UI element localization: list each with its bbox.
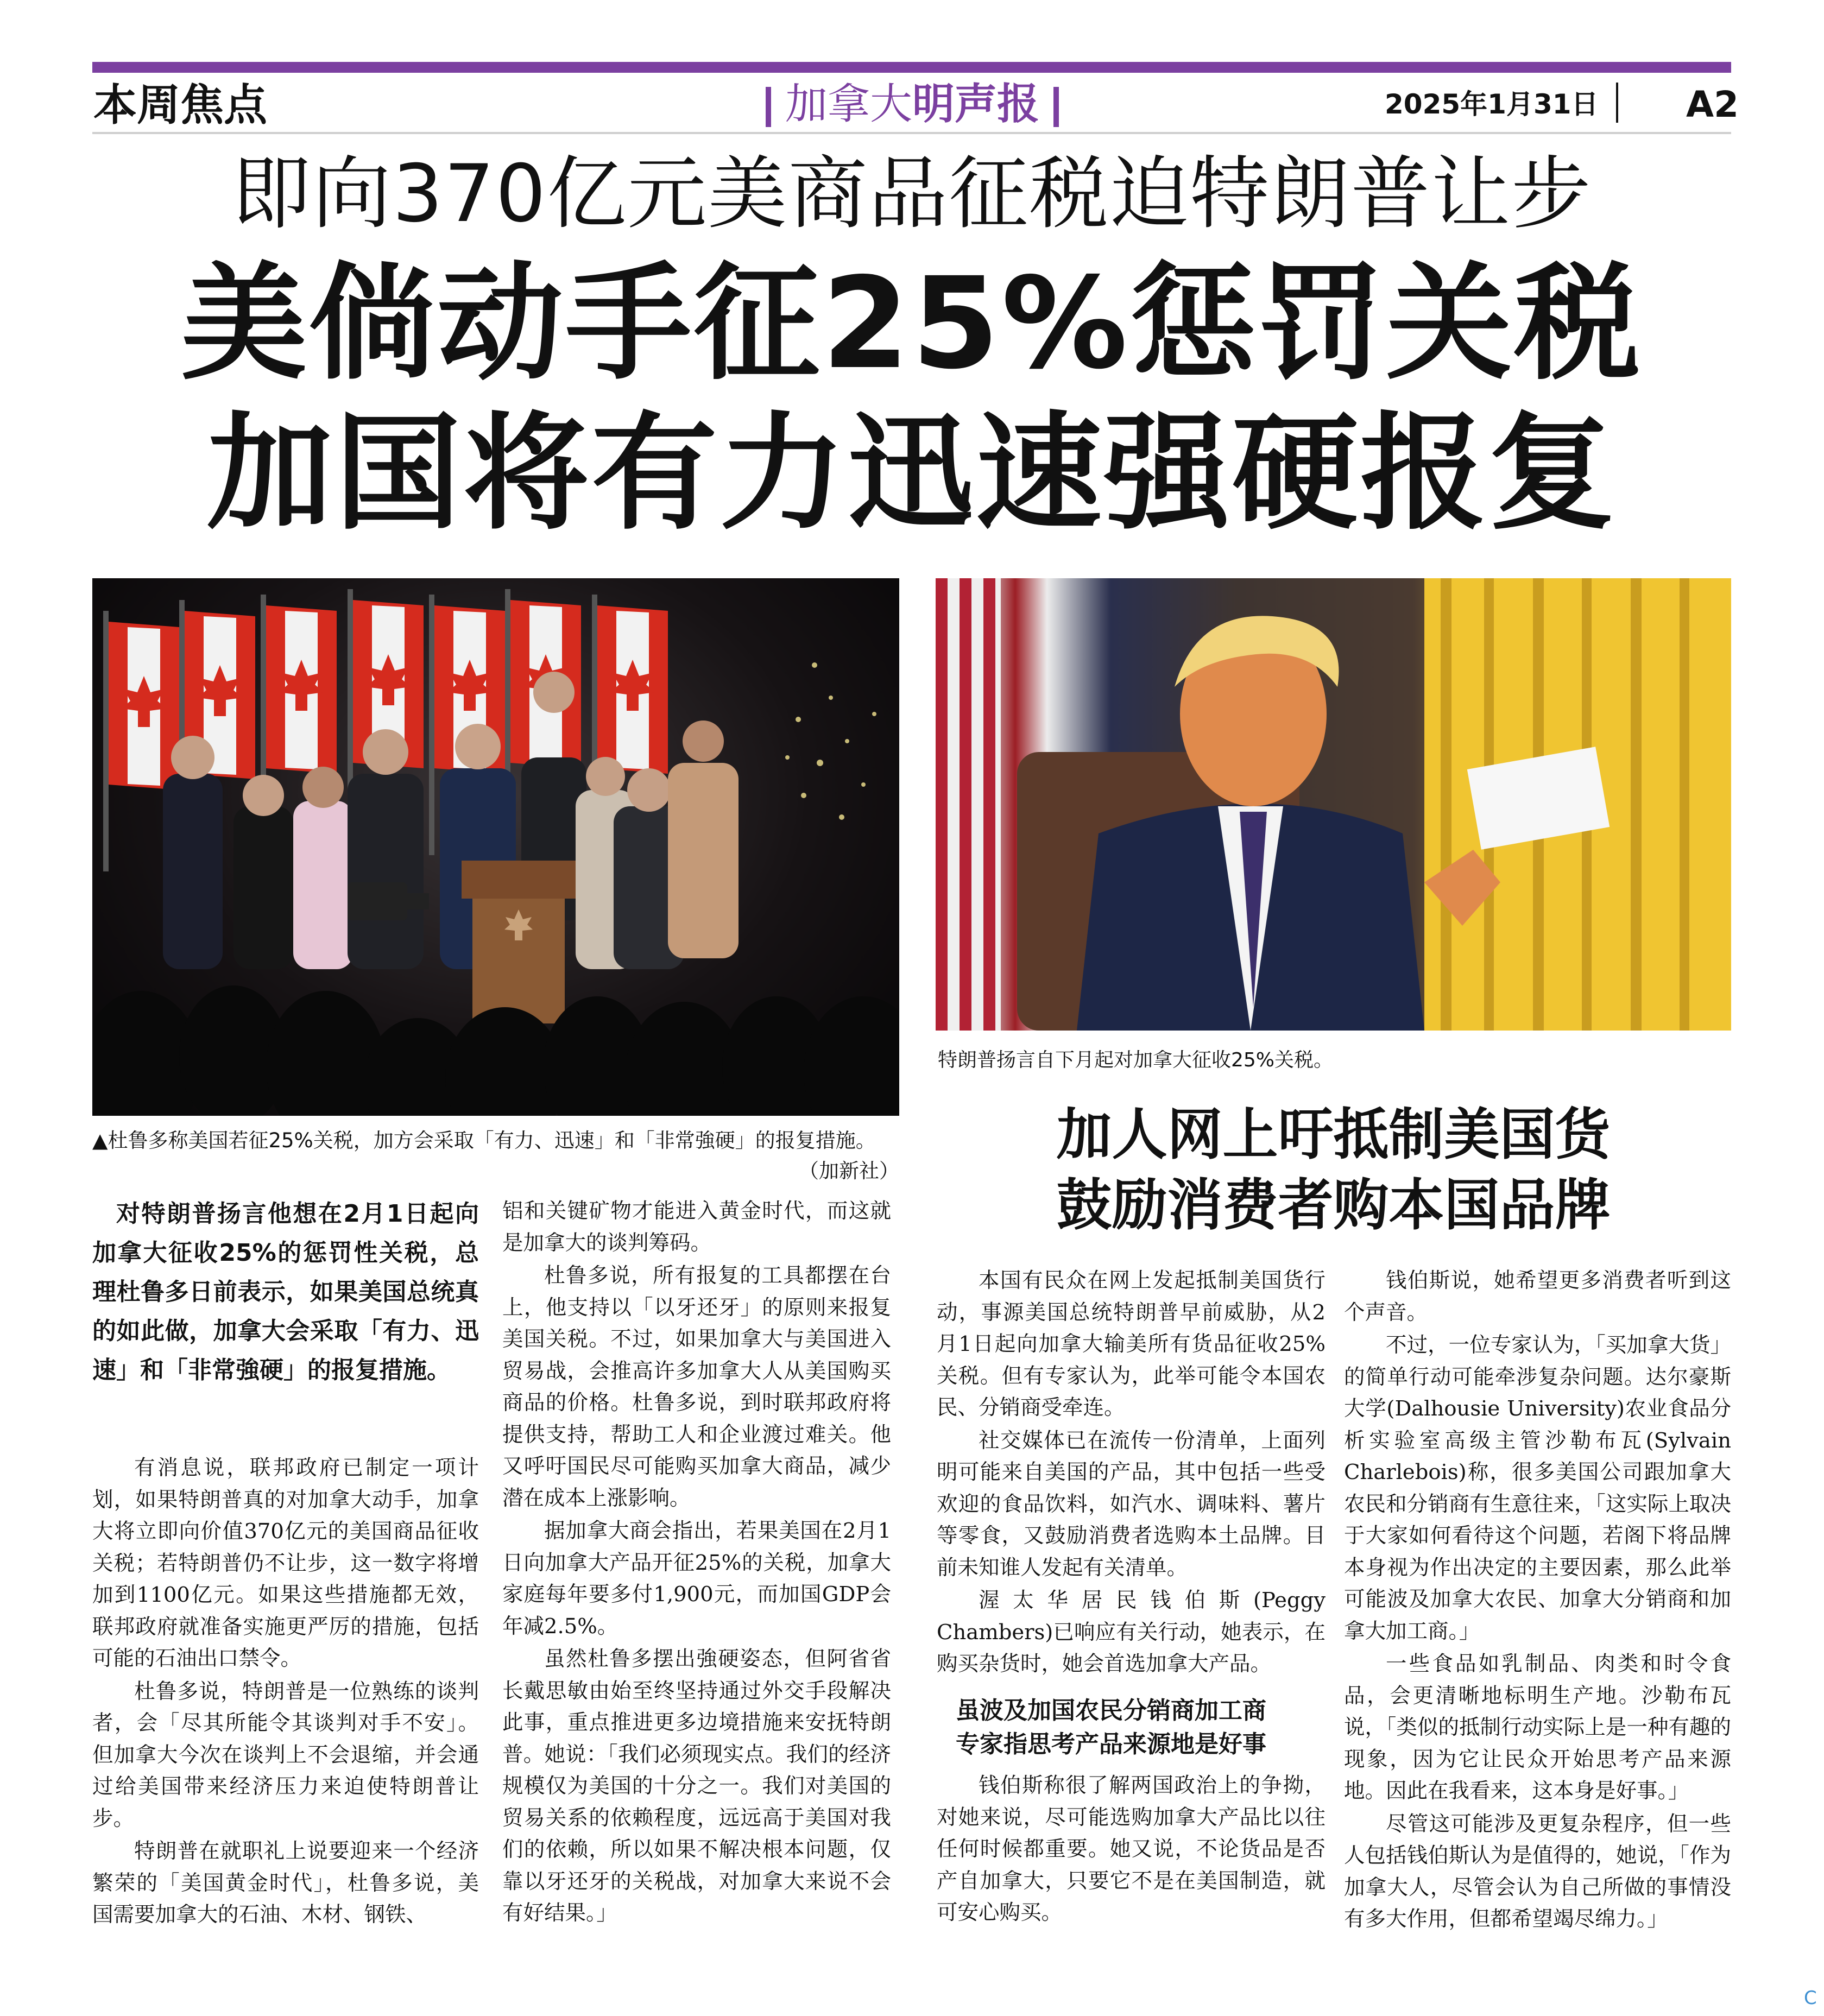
christmas-tree-lights <box>785 662 876 820</box>
kicker-headline: 即向370亿元美商品征税迫特朗普让步 <box>231 148 1592 240</box>
masthead-name-a: 加拿大 <box>785 80 912 129</box>
corner-mark: C <box>1804 1987 1817 2009</box>
story1-column-2 <box>502 1196 891 1931</box>
left-photo-credit: （加新社） <box>799 1159 899 1183</box>
story2-title-line-2: 鼓励消费者购本国品牌 <box>1056 1173 1611 1238</box>
story1-paragraph: 据加拿大商会指出，若果美国在2月1日向加拿大产品开征25%的关税，加拿大家庭每年要多付1,900元，而加国GDP会年减2.5%。 <box>502 1519 891 1639</box>
left-photo-caption: ▲杜鲁多称美国若征25%关税，加方会采取「有力、迅速」和「非常強硬」的报复措施。 <box>92 1129 876 1152</box>
story1-lead-paragraph: 对特朗普扬言他想在2月1日起向加拿大征收25%的惩罚性关税，总理杜鲁多日前表示，如果美国总统真的如此做，加拿大会采取「有力、迅速」和「非常強硬」的报复措施。 <box>92 1200 479 1384</box>
right-photo-caption: 特朗普扬言自下月起对加拿大征收25%关税。 <box>938 1049 1334 1071</box>
story1-paragraph: 杜鲁多说，特朗普是一位熟练的谈判者，会「尽其所能令其谈判对手不安」。但加拿大今次在谈判上不会退缩，并会通过给美国带来经济压力来迫使特朗普让步。 <box>92 1679 479 1831</box>
press-conference-illustration <box>92 578 899 1116</box>
story2-paragraph: 钱伯斯称很了解两国政治上的争拗，对她来说，尽可能选购加拿大产品比以往任何时候都重要。她又说，不论货品是否产自加拿大，只要它不是在美国制造，就可安心购买。 <box>937 1773 1326 1925</box>
masthead-left-bar <box>766 87 771 127</box>
story1-paragraph: 虽然杜鲁多摆出強硬姿态，但阿省省长戴思敏由始至终坚持通过外交手段解决此事，重点推进更多边境措施来安抚特朗普。她说：「我们必须现实点。我们的经济规模仅为美国的十分之一。我们对美国的贸易关系的依赖程度，远远高于美国对我们的依赖，所以如果不解决根本问题，仅靠以牙还牙的关税战，对加拿大来说不会有好结果。」 <box>502 1647 891 1925</box>
section-label: 本周焦点 <box>93 79 267 130</box>
story2-paragraph: 一些食品如乳制品、肉类和时令食品，会更清晰地标明生产地。沙勒布瓦说，「类似的抵制行动实际上是一种有趣的现象，因为它让民众开始思考产品来源地。因此在我看来，这本身是好事。」 <box>1344 1652 1731 1803</box>
masthead <box>739 79 1086 129</box>
story2-subhead <box>956 1694 1325 1761</box>
trump-illustration <box>936 578 1731 1031</box>
story1-paragraph: 铝和关键矿物才能进入黄金时代，而这就是加拿大的谈判筹码。 <box>502 1199 891 1255</box>
story2-paragraph: 社交媒体已在流传一份清单，上面列明可能来自美国的产品，其中包括一些受欢迎的食品饮料，如汽水、调味料、薯片等零食，又鼓励消费者选购本土品牌。目前未知谁人发起有关清单。 <box>937 1428 1326 1580</box>
main-headline-line-1: 美倘动手征25%惩罚关税 <box>181 250 1643 397</box>
story2-paragraph: 渥太华居民钱伯斯(Peggy Chambers)已响应有关行动，她表示，在购买杂货时，她会首选加拿大产品。 <box>937 1588 1326 1676</box>
header-rule <box>92 132 1731 134</box>
us-flag-stripes <box>936 578 1001 1031</box>
story1-lead <box>92 1195 479 1390</box>
podium <box>462 861 576 1023</box>
story2-column-1-continued <box>937 1770 1326 1930</box>
masthead-top-bar <box>92 62 1731 73</box>
header-divider <box>1616 83 1618 123</box>
story1-paragraph: 杜鲁多说，所有报复的工具都摆在台上，他支持以「以牙还牙」的原则来报复美国关税。不过，如果加拿大与美国进入贸易战，会推高许多加拿大人从美国购买商品的价格。杜鲁多说，到时联邦政府将提供支持，帮助工人和企业渡过难关。他又呼吁国民尽可能购买加拿大商品，减少潜在成本上涨影响。 <box>502 1263 891 1511</box>
story1-column-1 <box>92 1452 479 1932</box>
story2-paragraph: 不过，一位专家认为，「买加拿大货」的简单行动可能牵涉复杂问题。达尔豪斯大学(Dalhousie University)农业食品分析实验室高级主管沙勒布瓦(Sylvain Charlebois)称，很多美国公司跟加拿大农民和分销商有生意往来，「这实际上取决于大家如何看待这个问题，若阁下将品牌本身视为作出决定的主要因素，那么此举可能波及加拿大农民、加拿大分销商和加拿大加工商。」 <box>1344 1333 1731 1644</box>
story2-column-2 <box>1344 1265 1731 1937</box>
story2-column-1 <box>937 1265 1326 1682</box>
issue-date: 2025年1月31日 <box>1385 89 1599 120</box>
story2-subhead-line-1: 虽波及加国农民分销商加工商 <box>956 1697 1266 1724</box>
story2-paragraph: 钱伯斯说，她希望更多消费者听到这个声音。 <box>1344 1268 1731 1325</box>
masthead-name-b: 明声报 <box>912 80 1040 129</box>
story2-subhead-line-2: 专家指思考产品来源地是好事 <box>956 1730 1266 1758</box>
story1-paragraph: 有消息说，联邦政府已制定一项计划，如果特朗普真的对加拿大动手，加拿大将立即向价值370亿元的美国商品征收关税；若特朗普仍不让步，这一数字将增加到1100亿元。如果这些措施都无效，联邦政府就准备实施更严厉的措施，包括可能的石油出口禁令。 <box>92 1456 479 1671</box>
main-headline-line-2: 加国将有力迅速强硬报复 <box>206 400 1617 547</box>
masthead-right-bar <box>1053 87 1059 127</box>
story2-paragraph: 本国有民众在网上发起抵制美国货行动，事源美国总统特朗普早前威胁，从2月1日起向加拿大输美所有货品征收25%关税。但有专家认为，此举可能令本国农民、分销商受牵连。 <box>937 1268 1326 1420</box>
page-number: A2 <box>1686 84 1739 125</box>
story1-paragraph: 特朗普在就职礼上说要迎来一个经济繁荣的「美国黄金时代」，杜鲁多说，美国需要加拿大的石油、木材、钢铁、 <box>92 1839 479 1927</box>
story2-title-line-1: 加人网上吁抵制美国货 <box>1056 1103 1611 1167</box>
story2-paragraph: 尽管这可能涉及更复杂程序，但一些人包括钱伯斯认为是值得的，她说，「作为加拿大人，尽管会认为自己所做的事情没有多大作用，但都希望竭尽绵力。」 <box>1344 1811 1731 1931</box>
trump-photo <box>936 578 1731 1031</box>
press-conference-photo <box>92 578 899 1116</box>
